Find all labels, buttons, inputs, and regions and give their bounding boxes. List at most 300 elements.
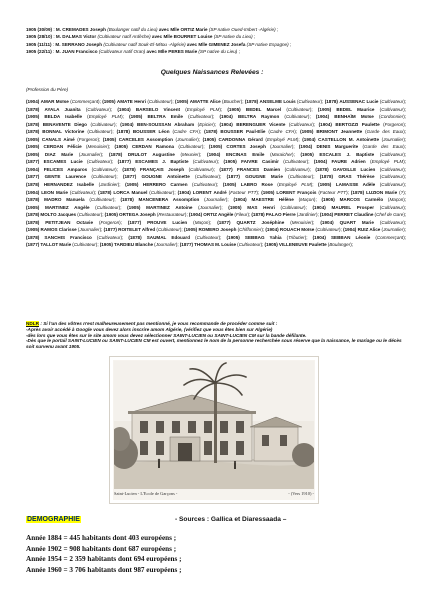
birth-profession: Cultivateur (381, 204, 404, 210)
birth-profession: Journalier (79, 227, 100, 233)
marriage-groom-info: (Cultivateur natif Oran) (98, 48, 146, 54)
birth-year: (1878) (26, 219, 40, 225)
birth-year: (1878) (324, 99, 338, 104)
marriage-connector: avec (151, 34, 163, 40)
birth-profession: Commerçant (71, 99, 99, 104)
birth-entry: (1905) MARTINEZ Angèle (Cultivateur); (26, 204, 122, 210)
birth-name: BARSELO Vincent (135, 106, 181, 112)
birth-entry: (1877) THOMAS M. Louise (Cultivateur); (179, 242, 264, 248)
birth-name: LORENT François (276, 189, 317, 195)
birth-entry: (1905) RAMOS Clarisse (Journalier); (26, 227, 103, 233)
birth-name: ESCAMES Lucie (43, 159, 83, 165)
birth-entry: (1904) BERENGUER Vicente (Cultivateur); (219, 121, 316, 127)
birth-entry: (1905) MARTINEZ Antoine (Journalier); (127, 204, 223, 210)
birth-entry: (1904) PERRET Claudine (Chef de Gare); (319, 212, 407, 218)
birth-year: (1904) (312, 204, 326, 210)
birth-entry: (1878) FRANÇAIS Joseph (Cultivateur); (122, 166, 215, 172)
birth-profession: Boucher (223, 99, 241, 104)
birth-year: (1905) (175, 99, 189, 104)
birth-profession: Cultivateur (98, 234, 121, 240)
marriage-groom-info: (Cultivateur natif Ardèche) (97, 34, 151, 40)
birth-name: AMAR Moïse (40, 99, 69, 104)
birth-name: MARTINEZ Antoine (146, 204, 193, 210)
birth-year: (1878) (26, 212, 40, 218)
birth-entry: (1905) ORTEGA Joseph (Restaurateur); (104, 212, 188, 218)
birth-name: CARCELES Assomption (118, 136, 173, 142)
birth-entry: (1878) AUSSENAC Lucie (Cultivateur); (324, 99, 407, 104)
birth-name: DIAZ Marie (44, 151, 74, 157)
birth-entry: (1904) AMAR Moïse (Commerçant); (26, 99, 101, 104)
birth-entry: (1878) HERNANDEZ Isabelle (Jardinier); (26, 182, 121, 188)
marriage-entry: 1905 (22/11) : M. JUAN Francisco (Cultivateur natif Oran) avec Mlle PERES Marie (SP native du Lieu) ; (26, 48, 240, 54)
birth-entry: (1905) ROMERO Joseph (Chiffonnier); (183, 227, 265, 233)
birth-profession: Journalier (80, 151, 101, 157)
birth-year: (1904) (233, 197, 247, 203)
birth-entry: (1877) FRANCES Damien (Cultivateur); (219, 166, 311, 172)
birth-name: MARTINEZ Angèle (44, 204, 90, 210)
birth-profession: Cultivateur (150, 189, 173, 195)
birth-entry: (1904) QUART Marie (Cultivateur); (320, 219, 407, 225)
birth-profession: Boulanger (329, 242, 351, 248)
marriage-bride: Mlle GIMENEZ Josefa (198, 41, 246, 47)
birth-entry: (1878) GRAS Thérèse (Cultivateur); (319, 174, 407, 180)
birth-entry: (1904) BEN-SOUSSAN Abraham (Epicier); (120, 121, 217, 127)
birth-entry: (1904) MAESTRE Hélène (Maçon); (233, 197, 317, 203)
birth-profession: Cadre CFA (269, 129, 295, 135)
birth-year: (1905) (317, 106, 332, 112)
birth-profession: Cultivateur (381, 166, 404, 172)
birth-name: FELICES Amparos (43, 166, 88, 172)
birth-profession: Menuisier (87, 144, 108, 150)
nota-line: -dès lors que vous êtes sur le site amom vous devez sélectionner SAINT-LUCIEN ou SAINT-LUCIEN CM sur la bande défilante. (26, 332, 307, 338)
birth-name: BELDA Isabelle (44, 114, 83, 120)
birth-profession: Cultivateur (196, 174, 219, 180)
birth-name: LEON Marie (41, 189, 68, 195)
marriage-date: 1905 (30/09) (26, 27, 53, 32)
birth-entry: (1904) CASTELLON M. Antoinette (Journalier); (302, 136, 407, 142)
birth-profession: Cultivateur (381, 151, 404, 157)
birth-entry: (1905) CORTES Joseph (Journalier); (208, 144, 295, 150)
marriage-date: 1905 (28/10) (26, 34, 53, 40)
photo-caption-title: Saint-Lucien - L'Ecole de Garçons - (114, 491, 178, 496)
birth-entry: (1904) DENIS Marguerite (Garde des Eaux); (298, 144, 406, 150)
birth-name: BELTRA Emile (147, 114, 183, 120)
marriages-list (26, 26, 406, 55)
birth-profession: Cultivateur (381, 182, 404, 188)
marriage-bride-info: (SP native Oued-Imbert -Algérie) (208, 27, 276, 32)
birth-year: (1878) (122, 166, 136, 172)
birth-year: (1905) (127, 204, 141, 210)
marriage-bride: Mlle PERES Marie (158, 48, 198, 54)
population-row: Année 1960 = 3 706 habitants dont 987 européens ; (26, 565, 182, 574)
birth-year: (1905) (114, 144, 128, 150)
birth-entry: (1877) GOUGNE Marie (Cultivateur); (226, 174, 315, 180)
birth-entry: (1877) ROITELET Alfred (Cultivateur); (103, 227, 183, 233)
birth-year: (1904) (177, 189, 191, 195)
birth-year: (1904) (26, 189, 40, 195)
birth-name: FRANCES Damien (237, 166, 281, 172)
birth-entry: (1878) BENAVENTE Diego (Cultivateur); (26, 121, 117, 127)
birth-profession: Cultivateur (92, 174, 115, 180)
birth-entry: (1905) HERRERO Carmen (Cultivateur); (125, 182, 219, 188)
birth-name: BRIMONT Jeannette (316, 129, 363, 135)
birth-year: (1878) (319, 174, 334, 180)
birth-entry: (1877) GENTE Laurence (Cultivateur); (26, 174, 118, 180)
nota-line: -Après avoir accédé à Google vous devez alors inscrire amom Algérie, (vérifiez que vous êtes bien sur Algérie) (26, 326, 273, 332)
birth-year: (1878) (350, 189, 365, 195)
birth-year: (1904) (219, 114, 233, 120)
birth-year: (1878) (26, 182, 40, 188)
birth-profession: Cultivateur (285, 114, 308, 120)
marriage-bride-info: (SP native du Lieu) (213, 34, 253, 40)
birth-year: (1905) (125, 182, 139, 188)
birth-profession: Chiffonnier (239, 227, 262, 233)
birth-entry: (1905) CERDAN Ramona (Cultivateur); (114, 144, 205, 150)
birth-year: (1877) (127, 219, 142, 225)
birth-profession: Journalier (199, 204, 220, 210)
birth-name: RUIZ Alice (357, 227, 381, 233)
birth-year: (1904) (26, 166, 40, 172)
birth-profession: Cultivateur (289, 174, 312, 180)
birth-profession: Garde des Eaux (364, 144, 404, 150)
birth-year: (1878) (26, 121, 40, 127)
birth-year: (1904) (265, 227, 279, 233)
birth-name: LAMASSE Adèle (335, 182, 376, 188)
birth-entry: (1905) CANALS Aimé (Forgeron); (26, 136, 101, 142)
birth-entry: (1878) LUZION Marie (?); (350, 189, 407, 195)
birth-entry: (1877) ESCAMES Lucie (Cultivateur); (26, 159, 114, 165)
birth-entry: (1878) AYALA Juanita (Cultivateur); (26, 106, 113, 112)
birth-entry: (1878) SANCHIS Francisco (Cultivateur); (26, 234, 124, 240)
birth-year: (1905) (26, 136, 40, 142)
birth-year: (1878) (98, 189, 112, 195)
birth-year: (1905) (208, 144, 223, 150)
birth-year: (1877) (103, 227, 117, 233)
birth-name: SANCHIS Francisco (44, 234, 92, 240)
marriage-connector: avec (158, 27, 170, 32)
birth-year: (1905) (99, 242, 113, 248)
birth-name: GRAS Thérèse (338, 174, 375, 180)
birth-entry: (1905) MARCOS Carmélo (Maçon); (321, 197, 407, 203)
birth-name: BELTRA Raymon (237, 114, 280, 120)
birth-entry: (1877) TALLOT Marie (Cultivateur); (26, 242, 99, 248)
birth-year: (1904) (298, 144, 313, 150)
birth-entry: (1904) SEBBAN Léonie (Commerçant); (312, 234, 407, 240)
birth-name: HERRERO Carmen (142, 182, 188, 188)
birth-entry: (1878) MOLTO Jacques (Cultivateur); (26, 212, 104, 218)
birth-name: CASTELLON M. Antoinette (318, 136, 380, 142)
birth-profession: Journalier (205, 197, 226, 203)
birth-name: BONNAL Victorine (42, 129, 85, 135)
birth-year: (1904) (26, 99, 40, 104)
birth-profession: Journalier (177, 136, 198, 142)
births-title: Quelques Naissances Relevées : (160, 69, 264, 76)
birth-profession: Facteur PTT (230, 189, 257, 195)
birth-name: GOUGNE Antoinette (141, 174, 190, 180)
birth-profession: Cultivateur (189, 114, 212, 120)
photo-caption-date: - (Vers 1910) - (288, 491, 314, 496)
birth-name: FRANÇAIS Joseph (140, 166, 185, 172)
birth-entry: (1878) MANCENERA Assomption (Journalier); (120, 197, 229, 203)
birth-year: (1905) (300, 151, 314, 157)
birth-entry: (1904) RUIZ Alice (Journalier); (343, 227, 407, 233)
births-list (26, 98, 406, 249)
birth-year: (1877) (219, 166, 233, 172)
birth-year: (1877) (179, 242, 194, 248)
birth-profession: Employé PLM (186, 106, 220, 112)
birth-year: (1905) (321, 197, 335, 203)
birth-entry: (1904) FAURE Adrien (Employé PLM); (313, 159, 407, 165)
birth-profession: Tributier (288, 234, 305, 240)
birth-name: FAURE Adrien (331, 159, 366, 165)
birth-profession: Cultivateur (73, 242, 96, 248)
birth-profession: Cultivateur (87, 106, 110, 112)
birth-profession: Jardinier (100, 182, 118, 188)
birth-entry: (1905) BELTRA Emile (Cultivateur); (129, 114, 215, 120)
birth-name: BEN-SOUSSAN Abraham (137, 121, 195, 127)
marriage-bride-info: (SP native du Lieu) (198, 48, 238, 54)
birth-entry: (1904) BERTOZZI Paulette (Forgeron); (318, 121, 407, 127)
birth-year: (1905) (183, 227, 198, 233)
birth-name: FAIVRE Casimir (241, 159, 279, 165)
birth-profession: Cultivateur (71, 189, 94, 195)
birth-entry: (1904) LORENT André (Facteur PTT); (177, 189, 260, 195)
birth-profession: Cultivateur (93, 166, 116, 172)
birth-year: (1904) (343, 227, 357, 233)
nota-intro: : Si l'un des vôtres n'est malheureusement pas mentionné, je vous recommande de procéder comme suit : (39, 321, 278, 326)
birth-entry: (1904) ORTIZ Angèle (Fileur); (188, 212, 251, 218)
birth-year: (1904) (207, 151, 221, 157)
birth-profession: Fileur (235, 212, 248, 218)
birth-name: BOUSSER Léon (132, 129, 170, 135)
birth-year: (1878) (26, 129, 40, 135)
birth-year: (1905) (318, 182, 332, 188)
population-row: Année 1884 = 445 habitants dont 403 européens ; (26, 534, 177, 542)
birth-profession: Cultivateur (88, 129, 111, 135)
birth-profession: Commerçant (376, 234, 404, 240)
birth-entry: (1905) LORENT François (Facteur PTT); (261, 189, 349, 195)
birth-profession: Cultivateur (381, 106, 404, 112)
birth-name: CORTES Joseph (226, 144, 266, 150)
birth-name: ROUACH Moïse (279, 227, 315, 233)
birth-name: LORENT André (192, 189, 227, 195)
birth-name: AMATE Henri (116, 99, 146, 104)
birth-name: MOLTO Jacques (40, 212, 77, 218)
birth-profession: Cultivateur (282, 204, 305, 210)
marriage-groom: M. SERRANO Joseph (55, 41, 103, 47)
birth-name: SEBBAN Léonie (330, 234, 371, 240)
school-photo (109, 356, 319, 504)
birth-name: AYALA Juanita (44, 106, 81, 112)
marriage-entry: 1905 (28/10) : M. DALMAS Victor (Cultivateur natif Ardèche) avec Mlle BOURRET Louise (SP native du Lieu) ; (26, 34, 256, 40)
birth-profession: Forgeron (78, 136, 98, 142)
birth-name: MANCENERA Assomption (138, 197, 200, 203)
birth-year: (1905) (26, 204, 40, 210)
marriage-groom: M. JUAN Francisco (55, 48, 98, 54)
birth-year: (1877) (226, 174, 240, 180)
birth-year: (1904) (302, 136, 316, 142)
birth-name: HERNANDEZ Isabelle (43, 182, 95, 188)
demographie-sources: - Sources : Gallica et Diaressaada – (175, 516, 287, 523)
birth-profession: Maçon (300, 197, 314, 203)
birth-name: ROITELET Alfred (118, 227, 156, 233)
birth-entry: (1878) LORCA Manuel (Cultivateur); (98, 189, 176, 195)
birth-name: BEDEL Marcel (245, 106, 282, 112)
birth-profession: Cultivateur (90, 197, 113, 203)
marriage-entry: 1905 (30/09) : M. CREMADES Joseph (Boulanger natif du Lieu) avec Mlle ORTIZ Marie (SP native Oued-Imbert -Algérie) ; (26, 27, 279, 32)
birth-entry: (1878) GAVOILLE Lucien (Cultivateur); (315, 166, 407, 172)
birth-entry: (1905) BRIMONT Jeannette (Garde des Eaux); (300, 129, 407, 135)
birth-name: PALAO Pierre (265, 212, 296, 218)
birth-year: (1904) (312, 234, 326, 240)
birth-year: (1904) (219, 121, 233, 127)
birth-entry: (1878) BONNAL Victorine (Cultivateur); (26, 129, 114, 135)
marriage-bride: Mlle BOURRET Louise (163, 34, 213, 40)
birth-name: ENCINAS Emile (225, 151, 265, 157)
marriage-groom-info: (Cultivateur natif Souk-El-Mitou -Algérie) (103, 41, 186, 47)
birth-year: (1905) (129, 114, 143, 120)
birth-entry: (1904) ENCINAS Emile (Maraicher); (207, 151, 295, 157)
birth-entry: (1905) AMATE Henri (Cultivateur); (102, 99, 174, 104)
birth-name: DENIS Marguerite (316, 144, 359, 150)
birth-name: CERDAN Félicie (43, 144, 82, 150)
birth-year: (1904) (318, 121, 332, 127)
birth-year: (1905) (202, 136, 216, 142)
birth-entry: (1904) BELTRA Raymon (Cultivateur); (219, 114, 311, 120)
birth-entry: (1905) LAMASSE Adèle (Cultivateur); (318, 182, 407, 188)
birth-entry: (1878) MADRO Manuela (Cultivateur); (26, 197, 116, 203)
birth-entry: (1905) BELDA Isabelle (Employé PLM); (26, 114, 124, 120)
birth-profession: Cultivateur (381, 174, 404, 180)
birth-entry: (1878) BOUSSER Léon (Cadre CFA); (116, 129, 202, 135)
birth-name: ROMERO Joseph (198, 227, 237, 233)
birth-year: (1877) (217, 219, 231, 225)
birth-name: GAVOILLE Lucien (333, 166, 376, 172)
birth-profession: Cultivateur (196, 234, 219, 240)
birth-profession: Journalier (155, 242, 176, 248)
birth-profession: Cultivateur (286, 166, 309, 172)
birth-profession: Maçon (389, 197, 404, 203)
birth-name: PROUVE Lucien (147, 219, 188, 225)
marriage-date: 1905 (22/11) (26, 48, 52, 54)
birth-year: (1904) (313, 159, 328, 165)
birth-profession: Cultivateur (88, 159, 111, 165)
birth-name: CANALS Aimé (41, 136, 75, 142)
birth-entry: (1905) MAS Henri (Cultivateur); (228, 204, 307, 210)
marriage-groom: M. CREMADES Joseph (55, 27, 106, 32)
birth-profession: Garde des Eaux (366, 129, 404, 135)
birth-year: (1905) (26, 114, 40, 120)
birth-entry: (1878) ANSELME Louis (Cultivateur); (244, 99, 324, 104)
birth-entry: (1905) SEBBAG Yahia (Tributier); (226, 234, 308, 240)
birth-profession: Employé PLM (88, 114, 122, 120)
profession-note: (Profession du Père) (26, 87, 69, 92)
birth-profession: Cultivateur (290, 121, 313, 127)
birth-year: (1904) (188, 212, 203, 218)
birth-year: (1905) (102, 99, 116, 104)
birth-name: BENHAÏM Moïse (334, 114, 374, 120)
birth-year: (1877) (117, 159, 131, 165)
birth-year: (1878) (251, 212, 265, 218)
birth-profession: Cultivateur (96, 204, 119, 210)
marriage-entry: 1905 (11/11) : M. SERRANO Joseph (Cultivateur natif Souk-El-Mitou -Algérie) avec Mlle GIMENEZ Josefa (SP native Espagne) ; (26, 41, 292, 47)
birth-entry: (1904) MAUREL Prosper (Cultivateur); (312, 204, 407, 210)
birth-name: LABRO Rose (240, 182, 273, 188)
birth-name: DRULOT Augustine (127, 151, 175, 157)
birth-name: BERENGUER Vicente (236, 121, 286, 127)
birth-name: MADRO Manuela (44, 197, 85, 203)
population-list (26, 533, 182, 575)
birth-year: (1878) (26, 234, 40, 240)
birth-profession: Epicier (199, 121, 214, 127)
birth-year: (1904) (117, 106, 131, 112)
birth-name: LORCA Manuel (113, 189, 148, 195)
nota-line: -Dès que le portail SAINT-LUCIEN ou SAINT-LUCIEN CM est ouvert, mentionnez le nom de la personne recherchée sous réserve que la naissance, le mariage ou le décès soit survenu avant 1905. (26, 338, 402, 350)
birth-entry: (1904) BARSELO Vincent (Employé PLM); (117, 106, 223, 112)
birth-entry: (1905) DIAZ Marie (Journalier); (26, 151, 104, 157)
birth-name: PETITJEAN Octavie (45, 219, 94, 225)
birth-profession: Cultivateur (157, 227, 180, 233)
school-building-illustration (114, 361, 314, 489)
birth-profession: Forgeron (384, 121, 404, 127)
birth-name: SAUMAL Edouard (146, 234, 191, 240)
birth-profession: Cultivateur (284, 159, 307, 165)
marriage-groom: M. DALMAS Victor (55, 34, 97, 40)
birth-year: (1904) (315, 114, 330, 120)
birth-profession: Cultivateur (381, 219, 404, 225)
population-row: Année 1954 = 2 359 habitants dont 694 européens ; (26, 555, 182, 564)
birth-profession: Cultivateur (317, 227, 340, 233)
birth-name: MAESTRE Hélène (251, 197, 294, 203)
birth-profession: Cadre CFA (174, 129, 199, 135)
birth-entry: (1878) SAUMAL Edouard (Cultivateur); (128, 234, 222, 240)
birth-entry: (1904) ROUACH Moïse (Cultivateur); (265, 227, 342, 233)
birth-profession: Employé PLM (266, 136, 297, 142)
birth-name: QUART Marie (339, 219, 374, 225)
birth-profession: Restaurateur (158, 212, 185, 218)
birth-profession: Cordonnier (380, 114, 404, 120)
birth-profession: Cultivateur (194, 159, 217, 165)
birth-year: (1878) (26, 106, 40, 112)
birth-entry: (1905) CARCELES Assomption (Journalier); (102, 136, 201, 142)
birth-entry: (1904) FELICES Amparos (Cultivateur); (26, 166, 118, 172)
birth-profession: Jardinier (298, 212, 316, 218)
birth-year: (1905) (104, 212, 118, 218)
birth-profession: Journalier (271, 144, 292, 150)
birth-year: (1878) (128, 234, 142, 240)
marriage-date: 1905 (11/11) (26, 41, 52, 47)
birth-entry: (1905) TARDIEU Blanche (Journalier); (99, 242, 179, 248)
birth-profession: Chef de Gare (376, 212, 404, 218)
birth-entry: (1877) QUARTZ Joséphine (Menuisier); (217, 219, 315, 225)
birth-profession: Cultivateur (193, 182, 216, 188)
birth-entry: (1878) PETITJEAN Octavie (Forgeron); (26, 219, 122, 225)
birth-year: (1905) (300, 129, 314, 135)
birth-profession: Journalier (383, 136, 404, 142)
birth-name: LUZION Marie (366, 189, 398, 195)
birth-entry: (1905) AMATTE Alice (Boucher); (175, 99, 244, 104)
birth-year: (1878) (244, 99, 259, 104)
birth-profession: Cultivateur (78, 212, 101, 218)
birth-year: (1878) (108, 151, 123, 157)
birth-year: (1905) (226, 234, 240, 240)
birth-profession: Cultivateur (238, 242, 261, 248)
birth-entry: (1878) DRULOT Augustine (Meunier); (108, 151, 202, 157)
marriage-connector: avec (186, 41, 198, 47)
birth-name: BENAVENTE Diego (42, 121, 87, 127)
birth-entry: (1905) CERDAN Félicie (Menuisier); (26, 144, 111, 150)
birth-profession: Maçon (194, 219, 209, 225)
